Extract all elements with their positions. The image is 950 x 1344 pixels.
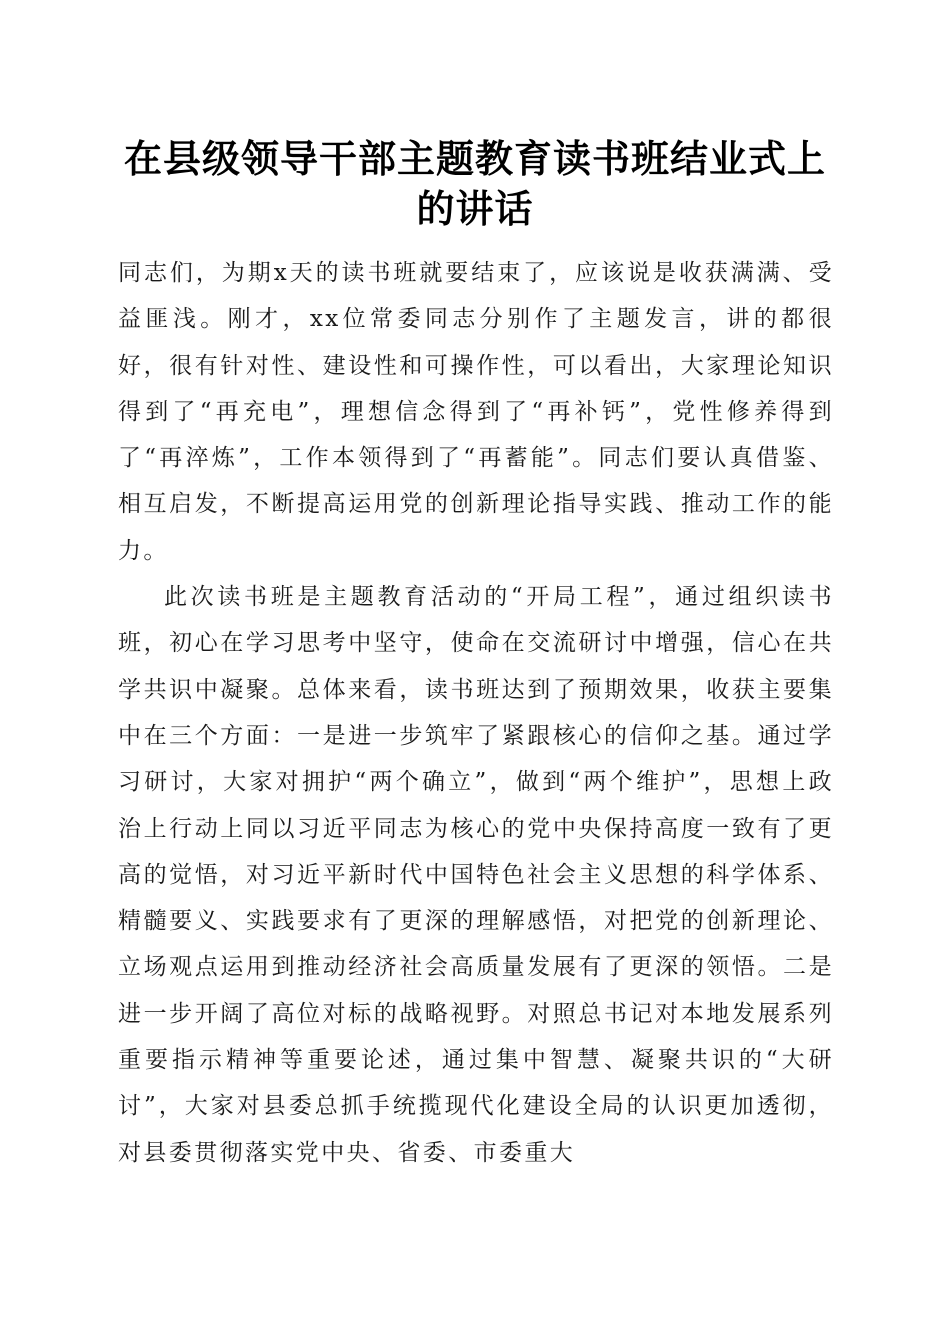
paragraph-opening: 同志们，为期x天的读书班就要结束了，应该说是收获满满、受益匪浅。刚才，xx位常委同志分别作了主题发言，讲的都很好，很有针对性、建设性和可操作性，可以看出，大家理论知识得到了“再充电”，理想信念得到了“再补钙”，党性修养得到了“再淬炼”，工作本领得到了“再蓄能”。同志们要认真借鉴、相互启发，不断提高运用党的创新理论指导实践、推动工作的能力。 — [118, 260, 834, 564]
document-body — [118, 250, 834, 1176]
paragraph-reading-class-summary: 此次读书班是主题教育活动的“开局工程”，通过组织读书班，初心在学习思考中坚守，使命在交流研讨中增强，信心在共学共识中凝聚。总体来看，读书班达到了预期效果，收获主要集中在三个方面：一是进一步筑牢了紧跟核心的信仰之基。通过学习研讨，大家对拥护“两个确立”，做到“两个维护”，思想上政治上行动上同以习近平同志为核心的党中央保持高度一致有了更高的觉悟，对习近平新时代中国特色社会主义思想的科学体系、精髓要义、实践要求有了更深的理解感悟，对把党的创新理论、立场观点运用到推动经济社会高质量发展有了更深的领悟。二是进一步开阔了高位对标的战略视野。对照总书记对本地发展系列重要指示精神等重要论述，通过集中智慧、凝聚共识的“大研讨”，大家对县委总抓手统揽现代化建设全局的认识更加透彻，对县委贯彻落实党中央、省委、市委重大 — [118, 584, 834, 1166]
document-title: 在县级领导干部主题教育读书班结业式上的讲话 — [123, 136, 826, 231]
